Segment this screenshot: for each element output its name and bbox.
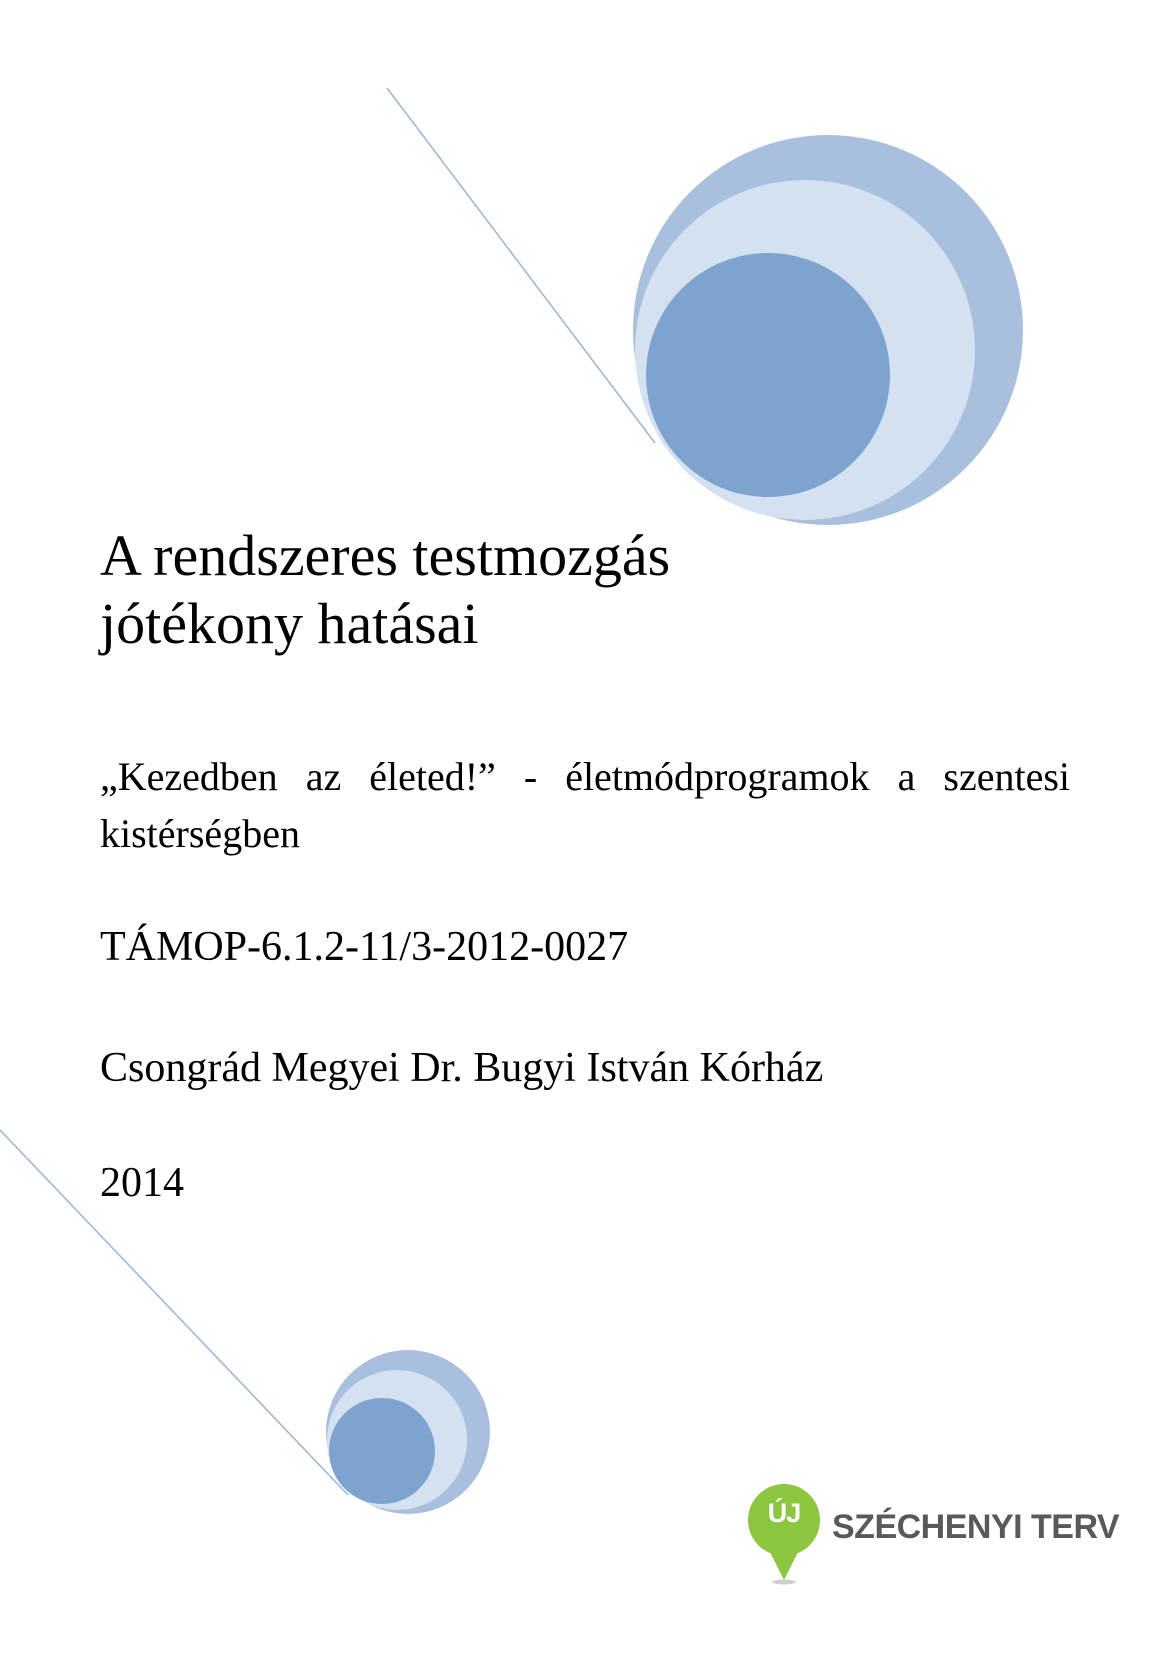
logo-badge-text: ÚJ — [767, 1498, 801, 1528]
szechenyi-terv-logo — [746, 1484, 1136, 1604]
small-circle-group — [326, 1350, 490, 1514]
small-circle-inner — [329, 1398, 435, 1504]
large-circle-group — [633, 135, 1023, 525]
document-year: 2014 — [100, 1160, 184, 1206]
title-line-2: jótékony hatásai — [100, 591, 479, 656]
decorative-line-top — [387, 88, 655, 443]
large-circle-inner — [646, 253, 890, 497]
project-code: TÁMOP-6.1.2-11/3-2012-0027 — [100, 924, 629, 970]
document-subtitle: „Kezedben az életed!” - életmódprogramok a szentesi kistérségben — [100, 754, 1070, 856]
logo-name: SZÉCHENYI TERV — [832, 1508, 1120, 1546]
document-title — [100, 522, 1000, 658]
organization-name: Csongrád Megyei Dr. Bugyi István Kórház — [100, 1045, 824, 1091]
title-line-1: A rendszeres testmozgás — [100, 523, 671, 588]
